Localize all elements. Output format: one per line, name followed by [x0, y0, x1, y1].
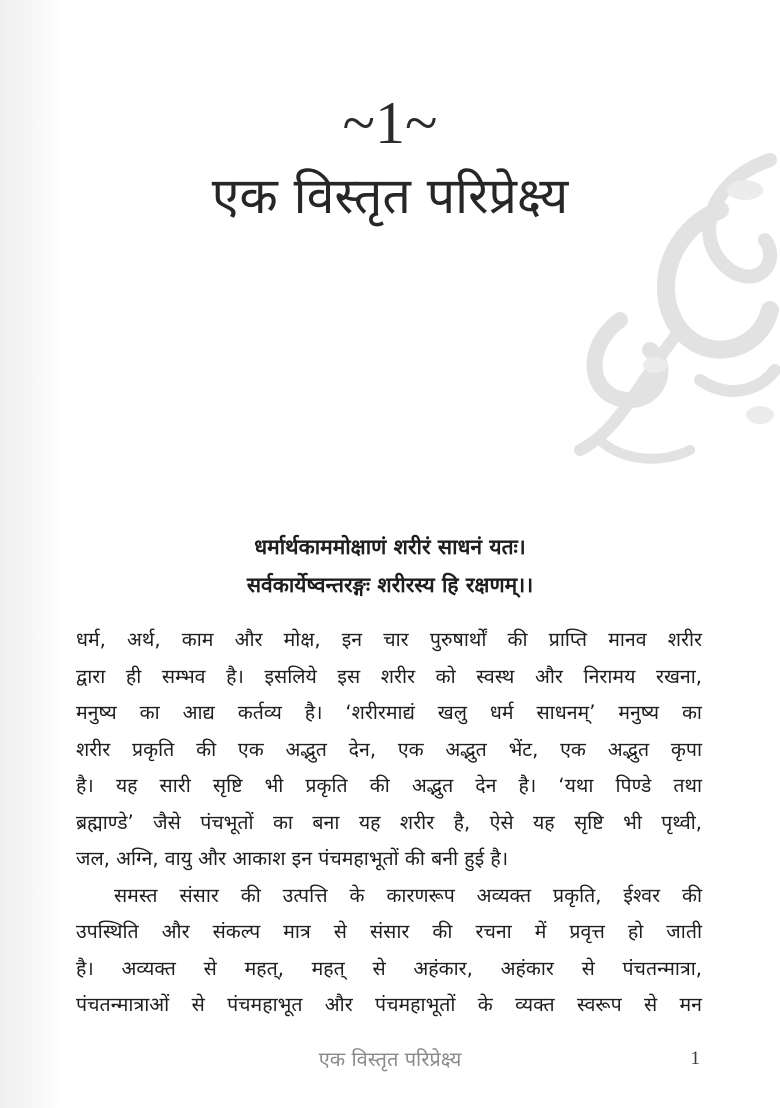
body-line-2: द्वारा ही सम्भव है। इसलिये इस शरीर को स्वस्थ और निरामय रखना, [76, 664, 702, 688]
body-line-6: ब्रह्माण्डे’ जैसे पंचभूतों का बना यह शरीर है, ऐसे यह सृष्टि भी पृथ्वी, [76, 810, 702, 834]
chapter-number: ~1~ [342, 90, 438, 156]
body-line-8: समस्त संसार की उत्पत्ति के कारणरूप अव्यक्त प्रकृति, ईश्वर की [114, 883, 702, 907]
sanskrit-verse [0, 528, 780, 604]
body-line-3: मनुष्य का आद्य कर्तव्य है। ‘शरीरमाद्यं खलु धर्म साधनम्’ मनुष्य का [76, 701, 702, 724]
page-number: 1 [690, 1048, 700, 1069]
verse-line-2: सर्वकार्येष्वन्तरङ्गः शरीरस्य हि रक्षणम्।। [246, 573, 534, 597]
running-footer-title: एक विस्तृत परिप्रेक्ष्य [318, 1047, 462, 1071]
body-line-10: है। अव्यक्त से महत्, महत् से अहंकार, अहंकार से पंचतन्मात्रा, [76, 956, 702, 980]
body-line-11: पंचतन्मात्राओं से पंचमहाभूत और पंचमहाभूतों के व्यक्त स्वरूप से मन [76, 993, 702, 1016]
body-line-4: शरीर प्रकृति की एक अद्भुत देन, एक अद्भुत भेंट, एक अद्भुत कृपा [76, 737, 702, 761]
body-paragraphs [76, 622, 702, 1024]
body-line-1: धर्म, अर्थ, काम और मोक्ष, इन चार पुरुषार्थों की प्राप्ति मानव शरीर [76, 628, 702, 651]
chapter-title: एक विस्तृत परिप्रेक्ष्य [211, 167, 569, 225]
verse-line-1: धर्मार्थकाममोक्षाणं शरीरं साधनं यतः। [254, 535, 526, 559]
body-line-5: है। यह सारी सृष्टि भी प्रकृति की अद्भुत देन है। ‘यथा पिण्डे तथा [76, 774, 702, 797]
body-line-9: उपस्थिति और संकल्प मात्र से संसार की रचना में प्रवृत्त हो जाती [76, 920, 702, 943]
body-line-7: जल, अग्नि, वायु और आकाश इन पंचमहाभूतों की बनी हुई है। [76, 847, 509, 870]
